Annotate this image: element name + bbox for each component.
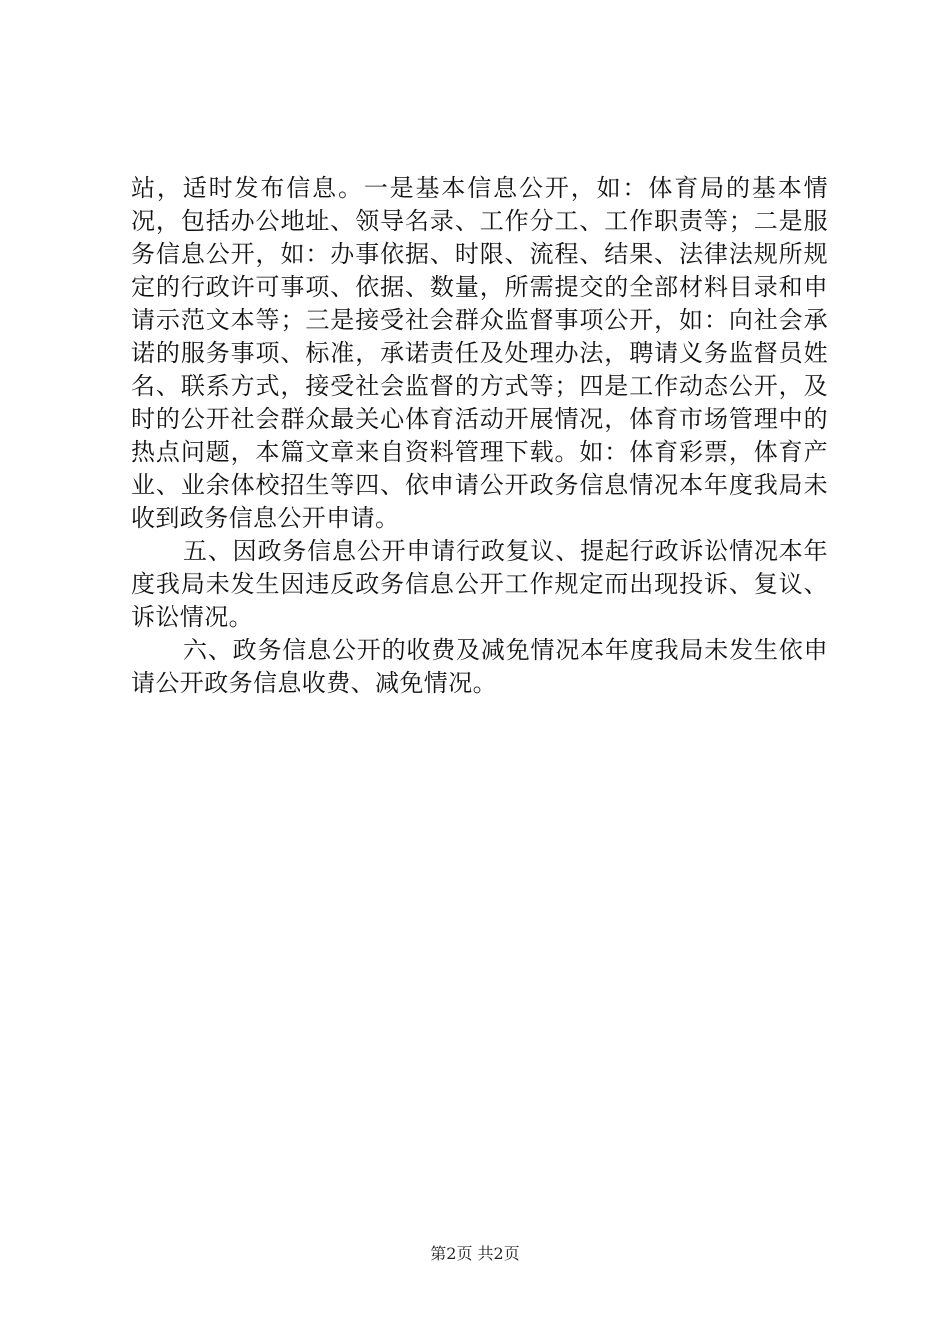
paragraph-continued: 站，适时发布信息。一是基本信息公开，如：体育局的基本情况，包括办公地址、领导名录、工作分工、工作职责等；二是服务信息公开，如：办事依据、时限、流程、结果、法律法规所规定的行政许可事项、依据、数量，所需提交的全部材料目录和申请示范文本等；三是接受社会群众监督事项公开，如：向社会承诺的服务事项、标准，承诺责任及处理办法，聘请义务监督员姓名、联系方式，接受社会监督的方式等；四是工作动态公开，及时的公开社会群众最关心体育活动开展情况，体育市场管理中的热点问题，本篇文章来自资料管理下载。如：体育彩票，体育产业、业余体校招生等四、依申请公开政务信息情况本年度我局未收到政务信息公开申请。 [131,174,828,532]
paragraph-section-five: 五、因政务信息公开申请行政复议、提起行政诉讼情况本年度我局未发生因违反政务信息公开工作规定而出现投诉、复议、诉讼情况。 [131,537,828,631]
document-body [131,172,828,700]
page-footer: 第2页 共2页 [430,1244,520,1263]
paragraph-section-six: 六、政务信息公开的收费及减免情况本年度我局未发生依申请公开政务信息收费、减免情况。 [131,636,828,697]
